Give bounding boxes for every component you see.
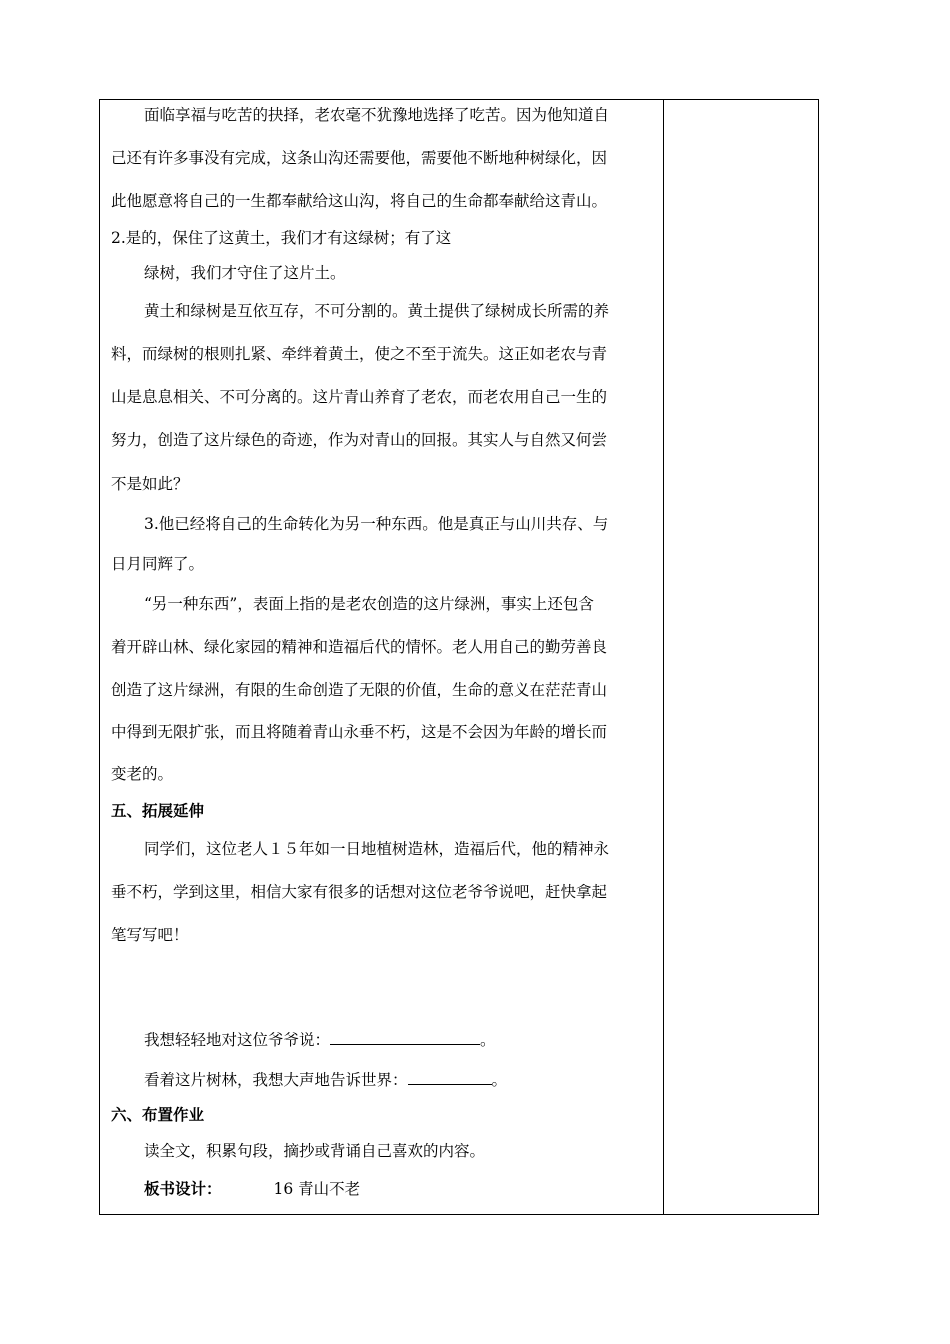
paragraph-line: 此他愿意将自己的一生都奉献给这山沟，将自己的生命都奉献给这青山。 — [111, 192, 608, 210]
paragraph-line: 创造了这片绿洲，有限的生命创造了无限的价值，生命的意义在茫茫青山 — [111, 681, 608, 699]
paragraph-line: 己还有许多事没有完成，这条山沟还需要他，需要他不断地种树绿化，因 — [111, 149, 608, 167]
paragraph-line: 笔写写吧！ — [111, 926, 189, 944]
paragraph-line: 3.他已经将自己的生命转化为另一种东西。他是真正与山川共存、与 — [144, 515, 609, 533]
board-design — [144, 1179, 704, 1199]
paragraph-line: 面临享福与吃苦的抉择，老农毫不犹豫地选择了吃苦。因为他知道自 — [144, 106, 610, 124]
paragraph-line: 着开辟山林、绿化家园的精神和造福后代的情怀。老人用自己的勤劳善良 — [111, 638, 608, 656]
board-design-label: 板书设计： — [144, 1179, 222, 1198]
paragraph-line: “另一种东西”，表面上指的是老农创造的这片绿洲，事实上还包含 — [144, 595, 594, 613]
answer-blank[interactable] — [330, 1030, 480, 1045]
section-heading-extension: 五、拓展延伸 — [111, 801, 205, 820]
notes-column — [664, 100, 818, 1214]
section-heading-homework: 六、布置作业 — [111, 1105, 205, 1124]
paragraph-line: 变老的。 — [111, 765, 174, 783]
paragraph-line: 同学们，这位老人１５年如一日地植树造林，造福后代，他的精神永 — [144, 840, 610, 858]
fill-prompt: 看着这片树林，我想大声地告诉世界： — [144, 1071, 408, 1089]
fill-suffix: 。 — [491, 1071, 508, 1089]
fill-prompt: 我想轻轻地对这位爷爷说： — [144, 1031, 331, 1049]
fill-in-line-1 — [144, 1030, 704, 1050]
paragraph-line: 绿树，我们才守住了这片土。 — [144, 264, 346, 282]
paragraph-line: 料，而绿树的根则扎紧、牵绊着黄土，使之不至于流失。这正如老农与青 — [111, 345, 608, 363]
paragraph-line: 2.是的，保住了这黄土，我们才有这绿树；有了这 — [111, 229, 452, 247]
paragraph-line: 山是息息相关、不可分离的。这片青山养育了老农，而老农用自己一生的 — [111, 388, 608, 406]
paragraph-line: 黄土和绿树是互依互存，不可分割的。黄土提供了绿树成长所需的养 — [144, 302, 610, 320]
paragraph-line: 努力，创造了这片绿色的奇迹，作为对青山的回报。其实人与自然又何尝 — [111, 431, 608, 449]
homework-text: 读全文，积累句段，摘抄或背诵自己喜欢的内容。 — [144, 1142, 486, 1160]
fill-suffix: 。 — [480, 1031, 496, 1049]
paragraph-line: 不是如此？ — [111, 475, 189, 493]
paragraph-line: 中得到无限扩张，而且将随着青山永垂不朽，这是不会因为年龄的增长而 — [111, 723, 608, 741]
paragraph-line: 垂不朽，学到这里，相信大家有很多的话想对这位老爷爷说吧，赶快拿起 — [111, 883, 608, 901]
paragraph-line: 日月同辉了。 — [111, 555, 205, 573]
board-design-title: 16 青山不老 — [273, 1180, 361, 1198]
fill-in-line-2 — [144, 1070, 704, 1090]
answer-blank[interactable] — [408, 1070, 492, 1085]
content-column — [100, 100, 663, 1214]
lesson-table — [99, 99, 819, 1215]
